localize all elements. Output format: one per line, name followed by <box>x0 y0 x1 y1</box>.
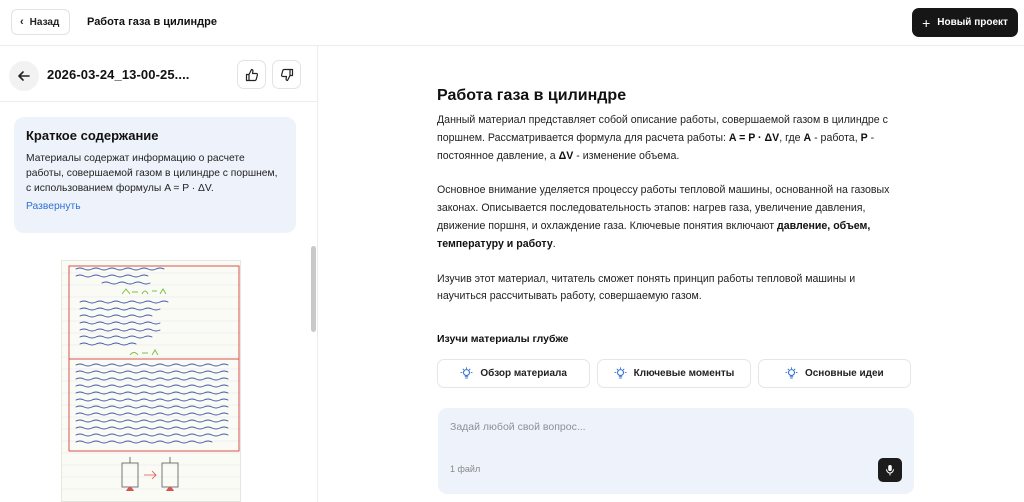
expand-link[interactable]: Развернуть <box>26 201 81 212</box>
back-label: Назад <box>29 16 60 28</box>
question-input[interactable] <box>450 421 870 433</box>
microphone-icon <box>884 464 896 476</box>
like-button[interactable] <box>237 60 266 89</box>
handwritten-notes-drawing <box>62 261 241 502</box>
main-title: Работа газа в цилиндре <box>437 87 627 104</box>
file-name: 2026-03-24_13-00-25.... <box>47 67 190 82</box>
summary-text: Материалы содержат информацию о расчете работы, совершаемой газом в цилиндре с поршнем, с использованием формулы A = P · ΔV. <box>26 153 278 194</box>
plus-icon: + <box>922 14 931 31</box>
chip-overview[interactable] <box>437 359 590 388</box>
attached-files-count[interactable]: 1 файл <box>450 464 481 474</box>
chip-key-moments[interactable] <box>597 359 750 388</box>
deeper-title: Изучи материалы глубже <box>437 333 569 345</box>
microphone-button[interactable] <box>878 458 902 482</box>
chip-label: Основные идеи <box>804 368 884 379</box>
file-header <box>0 46 318 102</box>
lightbulb-icon <box>460 367 473 380</box>
paragraph-1: Данный материал представляет собой описание работы, совершаемой газом в цилиндре с поршнем. Рассматривается формула для расчета работы: A = P · ΔV, где A - работа, P - постоянное давление, а ΔV - изменение объема. <box>437 114 888 162</box>
dislike-button[interactable] <box>272 60 301 89</box>
left-panel <box>0 46 318 502</box>
main-content <box>437 87 907 323</box>
chip-label: Обзор материала <box>480 368 567 379</box>
lightbulb-icon <box>614 367 627 380</box>
new-project-label: Новый проект <box>937 17 1008 28</box>
scrollbar[interactable] <box>311 246 316 332</box>
summary-card <box>14 117 296 233</box>
handwritten-page-image <box>61 260 241 502</box>
arrow-left-icon <box>17 69 31 83</box>
lightbulb-icon <box>785 367 798 380</box>
document-title: Работа газа в цилиндре <box>87 16 217 28</box>
back-button[interactable] <box>11 9 70 35</box>
thumbs-down-icon <box>280 68 294 82</box>
paragraph-2: Основное внимание уделяется процессу работы тепловой машины, основанной на газовых законах. Описывается последовательность этапов: нагрев газа, увеличение давления, движение поршня, и охлаждение газа. Ключевые понятия включают давление, объем, температуру и работу. <box>437 184 890 250</box>
thumbs-up-icon <box>245 68 259 82</box>
arrow-back-button[interactable] <box>9 61 39 91</box>
chevron-left-icon: ‹ <box>20 15 24 28</box>
chip-main-ideas[interactable] <box>758 359 911 388</box>
question-box <box>438 408 914 494</box>
chip-label: Ключевые моменты <box>633 368 735 379</box>
paragraph-3: Изучив этот материал, читатель сможет понять принцип работы тепловой машины и научиться рассчитывать работу, совершаемую газом. <box>437 272 856 303</box>
summary-title: Краткое содержание <box>26 128 159 143</box>
suggestion-chips <box>437 359 911 388</box>
new-project-button[interactable] <box>912 8 1018 37</box>
top-bar <box>0 0 1024 46</box>
